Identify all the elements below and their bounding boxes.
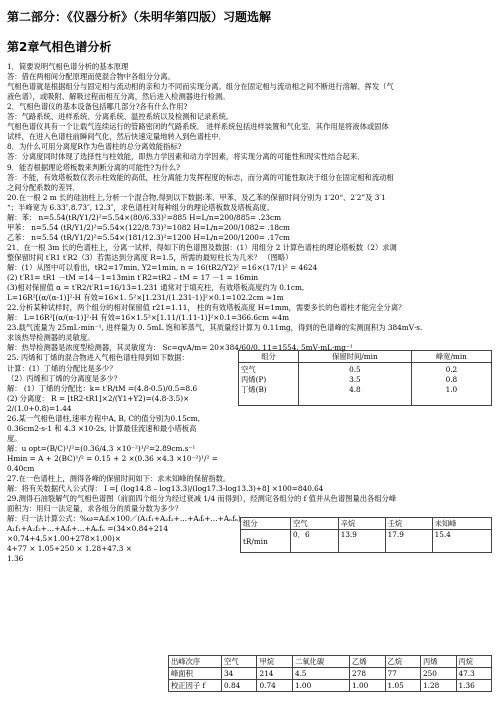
table-header-cell: 壬烷: [385, 518, 432, 530]
table-cell: 0.74: [257, 680, 292, 692]
table-row: [169, 680, 492, 692]
text-line: （2）丙烯和丁烯的分离度是多少？: [7, 373, 122, 383]
retention-time: 0.5: [349, 365, 361, 374]
text-line: ×0.74+4.5×1.00+278×1.00)×: [7, 534, 121, 544]
component-name: 空气: [241, 365, 256, 374]
text-line: 23.载气流量为 25mL·min⁻¹, 进样量为 0. 5mL 饱和苯蒸气，其质量经计算为 0.11mg，得到的色谱峰的实测面积为 384mV·s.: [7, 323, 423, 333]
text-line: 答：不能，有效塔板数仅表示柱效能的高低，柱分离能力发挥程度的标志，而分离的可能性取决于组分在固定相和流动相: [7, 172, 394, 182]
text-line: 气相色谱仪具有一个让载气连续运行的管路密闭的气路系统． 进样系统包括进样装置和气化室．其作用是将液体或固体: [7, 122, 389, 132]
text-line: 液色谱），或吸附、解吸过程而相互分离，然后进入检测器进行检测。: [7, 92, 230, 102]
table-header-cell: 出峰次序: [169, 656, 222, 668]
table-header-cell: 峰宽/min: [411, 351, 491, 363]
text-line: 解： L=16R²[(α/(α-1)]²·H 有效=16×1.5²×[1.11/(1.11-1)]²×0.1=366.6cm ≈4m: [7, 313, 290, 323]
table-cell: 214: [257, 668, 292, 680]
text-line: 1.36: [7, 554, 24, 564]
table-header-cell: 保留时间/min: [299, 351, 412, 363]
text-line: 8．为什么可用分离度R作为色谱柱的总分离效能指标?: [7, 142, 182, 152]
text-line: 解：热导检测器是浓度型检测器，其灵敏度为： Sc=qvA/m= 20×384/60/0. 11=1554. 5mV·mL·mg⁻¹: [7, 343, 353, 353]
text-line: 0.36cm2·s-1 和 4.3 ×10-2s, 计算最佳流速和最小塔板高: [7, 423, 197, 433]
text-line: 答：借在两相间分配原理而使混合物中各组分分离。: [7, 72, 175, 82]
table-row: [169, 668, 492, 680]
table-cell: 1.00: [292, 680, 349, 692]
table-header-cell: 甲烷: [257, 656, 292, 668]
table-cell: 1.05: [385, 680, 420, 692]
table-cell: 13.9: [338, 530, 385, 553]
text-line: 20.在一根 2 m 长的硅油柱上,分析一个混合物,得到以下数据:苯、甲苯、及乙苯的保留时间分别为 1′20“、2′2”及 3′1: [7, 192, 386, 202]
page-title: 第二部分：《仪器分析》（朱明华第四版）习题选解: [7, 10, 272, 24]
text-line: 4+77 × 1.05+250 × 1.28+47.3 ×: [7, 544, 132, 554]
table-cell: 15.4: [432, 530, 491, 553]
table-cell: 17.9: [385, 530, 432, 553]
text-line: 27.在一色谱柱上，测得各峰的保留时间如下：求未知峰的保留指数。: [7, 474, 231, 484]
table-header-cell: 空气: [222, 656, 257, 668]
text-line: 0.40cm: [7, 464, 35, 473]
table-cell: 1.28: [421, 680, 456, 692]
table-row: [239, 363, 492, 406]
text-line: 乙苯： n=5.54 (tR/Y1/2)²=5.54×(181/12.3)²=1200 H=L/n=200/1200= .17cm: [7, 232, 290, 242]
text-line: 解：归一法计算公式：%ω=Aᵢfᵢ×100／(A₁f₁+A₂f₂+…+Aᵢfᵢ+…+Aₙfₙ): [7, 514, 241, 524]
table-25: [238, 350, 492, 406]
text-line: “；半峰宽为 6.33″,8.73″, 12.3″，求色谱柱对每种组分的理论塔板数及塔板高度。: [7, 202, 274, 212]
text-line: Hmin = A + 2(BC)¹/² = 0.15 + 2 ×(0.36 ×4.3 ×10⁻²)¹/² =: [7, 453, 218, 463]
table-header-cell: 组分: [241, 518, 291, 530]
retention-time: 3.5: [349, 375, 361, 384]
text-line: 之间分配系数的差异．: [7, 182, 80, 192]
table-header-cell: 辛烷: [338, 518, 385, 530]
text-line: 21、在一根 3m 长的色谱柱上，分离一试样，得如下的色谱图及数据：(1）用组分 2 计算色谱柱的理论塔板数（2）求调: [7, 242, 397, 252]
table-27: [240, 517, 492, 553]
table-cell: 47.3: [456, 668, 492, 680]
table-header-cell: 丙烷: [456, 656, 492, 668]
text-line: 26.某一气相色谱柱,速率方程中A, B, C的值分别为0.15cm,: [7, 413, 201, 423]
table-cell: 0．6: [291, 530, 339, 553]
text-line: 试样，在进入色谱柱前瞬间气化，然后快速定量地转入到色谱柱中．: [7, 132, 226, 142]
text-line: (3)相对保留值 α = t′R2/t′R1=16/13=1.231 通常对于填充柱，有效塔板高度约为 0.1cm,: [7, 283, 305, 293]
table-header-cell: 组分: [239, 351, 299, 363]
table-header-cell: 未知峰: [432, 518, 491, 530]
text-line: 9．能否根据理论塔板数来判断分离的可能性?为什么?: [7, 162, 180, 172]
table-header-cell: 空气: [291, 518, 339, 530]
text-line: 解：苯： n=5.54(tR/Y1/2)²=5.54×(80/6.33)²=885 H=L/n=200/885= .23cm: [7, 212, 282, 222]
table-header-row: [241, 518, 492, 530]
text-line: 整保留时间 t′R1 t′R2（3）若需达到分离度 R=1.5，所需的最短柱长为几米？ （图略）: [7, 252, 293, 262]
table-header-cell: 乙烯: [350, 656, 385, 668]
text-line: 2．气相色谱仪的基本设备包括哪几部分?各有什么作用?: [7, 102, 188, 112]
text-line: 解：(1）从图中可以看出，tR2=17min, Y2=1min, n = 16(tR2/Y2)² =16×(17/1)² = 4624: [7, 263, 318, 272]
chapter-heading: 第2章气相色谱分析: [7, 40, 112, 54]
table-cell: 34: [222, 668, 257, 680]
table-cell: [411, 363, 491, 406]
table-header-row: [169, 656, 492, 668]
text-line: 气相色谱就是根据组分与固定相与流动相的亲和力不同而实现分离。组分在固定相与流动相之间不断进行溶解、挥发（气: [7, 82, 394, 92]
text-line: 1．简要说明气相色谱分析的基本原理: [7, 62, 129, 71]
text-line: 求该热导检测器的灵敏度。: [7, 333, 95, 343]
table-cell: 77: [385, 668, 420, 680]
table-cell: tR/min: [241, 530, 291, 553]
table-cell: 1.00: [350, 680, 385, 692]
table-cell: [299, 363, 412, 406]
table-header-cell: 丙烯: [421, 656, 456, 668]
text-line: 度。: [7, 433, 22, 443]
table-cell: 峰面积: [169, 668, 222, 680]
table-header-cell: 乙烷: [385, 656, 420, 668]
component-name: 丁烯(B): [241, 385, 267, 394]
table-cell: 278: [350, 668, 385, 680]
text-line: 25. 丙烯和丁烯的混合物进入气相色谱柱得到如下数据：: [7, 353, 189, 363]
text-line: 解：将有关数据代入公式得： I =[ (log14.8 – log13.3)/(log17.3-log13.3)+8] ×100=840.64: [7, 484, 324, 494]
retention-time: 4.8: [349, 385, 361, 394]
component-name: 丙烯(P): [241, 375, 267, 384]
text-line: 计算：(1）丁烯的分配比是多少？: [7, 363, 117, 373]
table-29: [168, 655, 492, 692]
text-line: L=16R²[(α/(α-1)]²·H 有效=16×1. 5²×[1.231/(1.231-1)]²×0.1=102.2cm ≈1m: [7, 293, 284, 303]
peak-width: 0.8: [445, 375, 458, 384]
text-line: 2/(1.0+0.8)=1.44: [7, 403, 72, 413]
table-cell: 校正因子 f: [169, 680, 222, 692]
text-line: (2) 分离度： R = [tR2-tR1]×2/(Y1+Y2)=(4.8-3.5)×: [7, 393, 190, 403]
text-line: 答：气路系统、进样系统、分离系统、温控系统以及检测和记录系统。: [7, 112, 234, 122]
text-line: 解：u opt=(B/C)¹/²=(0.36/4.3 ×10⁻²)¹/²=2.89cm.s⁻¹: [7, 443, 196, 453]
table-header-row: [239, 351, 492, 363]
table-row: [241, 530, 492, 553]
table-cell: [239, 363, 299, 406]
text-line: 面积为：用归一法定量，求各组分的质量分数为多少？: [7, 504, 183, 514]
text-line: (2) t′R1= tR1 －tM =14－1=13min t′R2=tR2 – tM = 17 －1 = 16min: [7, 273, 259, 283]
text-line: A₁f₁+A₂f₂+…+Aᵢfᵢ+…+Aₙfₙ =(34×0.84+214: [7, 524, 168, 534]
text-line: 甲苯： n=5.54 (tR/Y1/2)²=5.54×(122/8.73)²=1082 H=L/n=200/1082= .18cm: [7, 222, 290, 232]
text-line: 解： (1）丁烯的分配比：k= t′R/tM =(4.8-0.5)/0.5=8.6: [7, 383, 198, 393]
text-line: 22.分析某种试样时，两个组分的相对保留值 r21=1.11， 柱的有效塔板高度 H=1mm，需要多长的色谱柱才能完全分离？: [7, 303, 406, 313]
peak-width: 1.0: [445, 385, 458, 394]
table-cell: 4.5: [292, 668, 349, 680]
table-cell: 1.36: [456, 680, 492, 692]
table-header-cell: 二氧化碳: [292, 656, 349, 668]
peak-width: 0.2: [445, 365, 458, 374]
table-cell: 250: [421, 668, 456, 680]
text-line: 29.测得石油裂解气的气相色谱图（前面四个组分为经过衰减 1/4 而得到），经测定各组分的 f 值并从色谱图量出各组分峰: [7, 494, 397, 504]
text-line: 答：分离度同时体现了选择性与柱效能，即热力学因素和动力学因素，将实现分离的可能性和现实性结合起来．: [7, 152, 365, 162]
table-cell: 0.84: [222, 680, 257, 692]
